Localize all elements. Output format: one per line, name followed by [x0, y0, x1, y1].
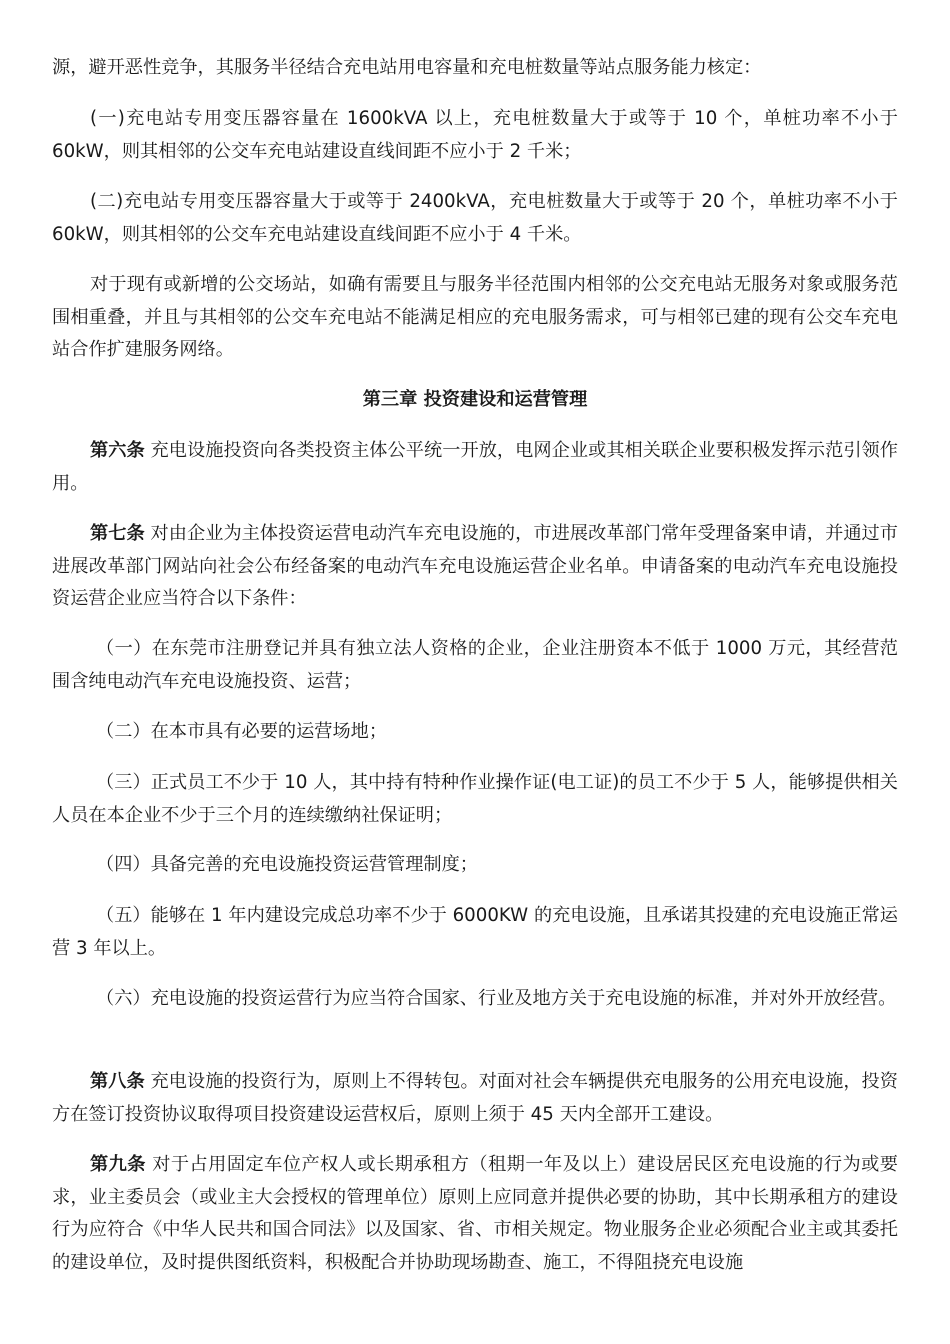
- article-8-text: 充电设施的投资行为，原则上不得转包。对面对社会车辆提供充电服务的公用充电设施，投资方在签订投资协议取得项目投资建设运营权后，原则上须于 45 天内全部开工建设。: [52, 1071, 898, 1125]
- article-8-label: 第八条: [90, 1071, 145, 1092]
- condition-5: （五）能够在 1 年内建设完成总功率不少于 6000KW 的充电设施，且承诺其投建的充电设施正常运营 3 年以上。: [52, 905, 898, 959]
- article-9: [52, 1149, 898, 1279]
- chapter-title: 第三章 投资建设和运营管理: [362, 389, 588, 410]
- paragraph-continuation: 源，避开恶性竞争，其服务半径结合充电站用电容量和充电桩数量等站点服务能力核定：: [52, 57, 762, 78]
- condition-3: （三）正式员工不少于 10 人，其中持有特种作业操作证(电工证)的员工不少于 5 人，能够提供相关人员在本企业不少于三个月的连续缴纳社保证明；: [52, 772, 898, 826]
- article-9-label: 第九条: [90, 1154, 146, 1175]
- article-9-text: 对于占用固定车位产权人或长期承租方（租期一年及以上）建设居民区充电设施的行为或要求，业主委员会（或业主大会授权的管理单位）原则上应同意并提供必要的协助，其中长期承租方的建设行为应符合《中华人民共和国合同法》以及国家、省、市相关规定。物业服务企业必须配合业主或其委托的建设单位，及时提供图纸资料，积极配合并协助现场勘查、施工，不得阻挠充电设施: [52, 1154, 898, 1273]
- paragraph-clause-1: (一)充电站专用变压器容量在 1600kVA 以上，充电桩数量大于或等于 10 个，单桩功率不小于 60kW，则其相邻的公交车充电站建设直线间距不应小于 2 千米；: [52, 108, 898, 162]
- article-7: [52, 518, 898, 616]
- paragraph-existing-stations: 对于现有或新增的公交场站，如确有需要且与服务半径范围内相邻的公交充电站无服务对象或服务范围相重叠，并且与其相邻的公交车充电站不能满足相应的充电服务需求，可与相邻已建的现有公交车充电站合作扩建服务网络。: [52, 274, 898, 361]
- article-6: [52, 435, 898, 500]
- condition-2: （二）在本市具有必要的运营场地；: [96, 721, 388, 742]
- article-6-text: 充电设施投资向各类投资主体公平统一开放，电网企业或其相关联企业要积极发挥示范引领作用。: [52, 440, 898, 494]
- condition-6: （六）充电设施的投资运营行为应当符合国家、行业及地方关于充电设施的标准，并对外开放经营。: [96, 988, 897, 1009]
- article-7-label: 第七条: [90, 523, 145, 544]
- condition-4: （四）具备完善的充电设施投资运营管理制度；: [96, 854, 478, 875]
- article-8: [52, 1066, 898, 1131]
- condition-1: （一）在东莞市注册登记并具有独立法人资格的企业，企业注册资本不低于 1000 万元，其经营范围含纯电动汽车充电设施投资、运营；: [52, 638, 898, 692]
- paragraph-clause-2: (二)充电站专用变压器容量大于或等于 2400kVA，充电桩数量大于或等于 20 个，单桩功率不小于 60kW，则其相邻的公交车充电站建设直线间距不应小于 4 千米。: [52, 191, 898, 245]
- article-6-label: 第六条: [90, 440, 145, 461]
- article-7-text: 对由企业为主体投资运营电动汽车充电设施的，市进展改革部门常年受理备案申请，并通过市进展改革部门网站向社会公布经备案的电动汽车充电设施运营企业名单。申请备案的电动汽车充电设施投资运营企业应当符合以下条件：: [52, 523, 898, 610]
